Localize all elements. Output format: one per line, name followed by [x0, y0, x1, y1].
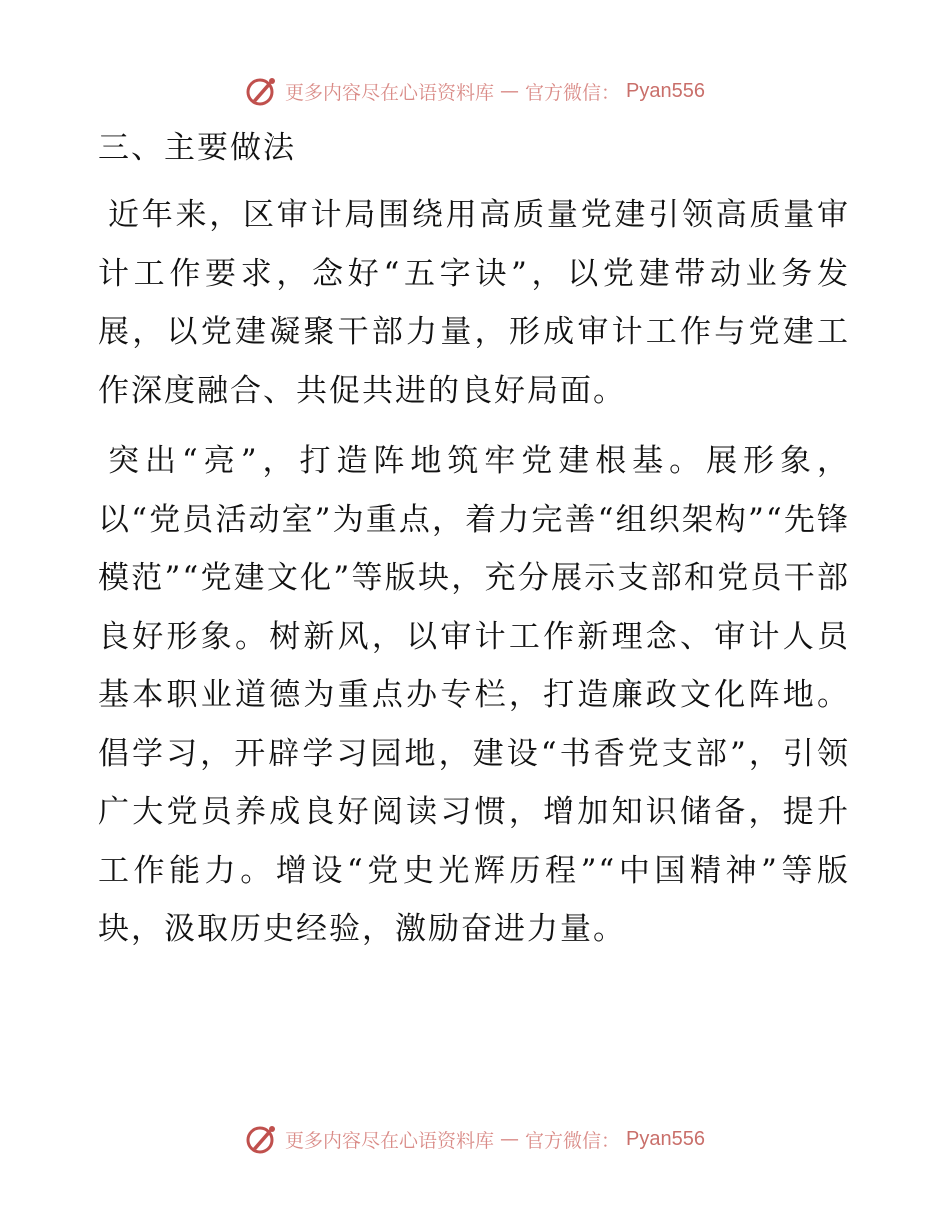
watermark-wechat-id: Pyan556	[626, 79, 705, 102]
watermark-suffix: 官方微信：	[525, 1129, 621, 1152]
document-body	[98, 126, 850, 971]
pen-logo-icon	[245, 74, 279, 108]
watermark-text: 更多内容尽在心语资料库	[285, 81, 495, 104]
watermark-separator: —	[500, 80, 520, 102]
watermark-wechat-id: Pyan556	[626, 1127, 705, 1150]
watermark-text: 更多内容尽在心语资料库	[285, 1129, 495, 1152]
paragraph-1: 近年来，区审计局围绕用高质量党建引领高质量审计工作要求，念好“五字诀”，以党建带动业务发展，以党建凝聚干部力量，形成审计工作与党建工作深度融合、共促共进的良好局面。	[98, 197, 850, 409]
watermark-separator: —	[500, 1128, 520, 1150]
paragraph-2: 突出“亮”，打造阵地筑牢党建根基。展形象，以“党员活动室”为重点，着力完善“组织架构”“先锋模范”“党建文化”等版块，充分展示支部和党员干部良好形象。树新风，以审计工作新理念、审计人员基本职业道德为重点办专栏，打造廉政文化阵地。倡学习，开辟学习园地，建设“书香党支部”，引领广大党员养成良好阅读习惯，增加知识储备，提升工作能力。增设“党史光辉历程”“中国精神”等版块，汲取历史经验，激励奋进力量。	[98, 443, 850, 947]
header-watermark	[0, 74, 950, 108]
watermark-suffix: 官方微信：	[525, 81, 621, 104]
section-heading: 三、主要做法	[98, 130, 296, 166]
footer-watermark	[0, 1122, 950, 1156]
pen-logo-icon	[245, 1122, 279, 1156]
